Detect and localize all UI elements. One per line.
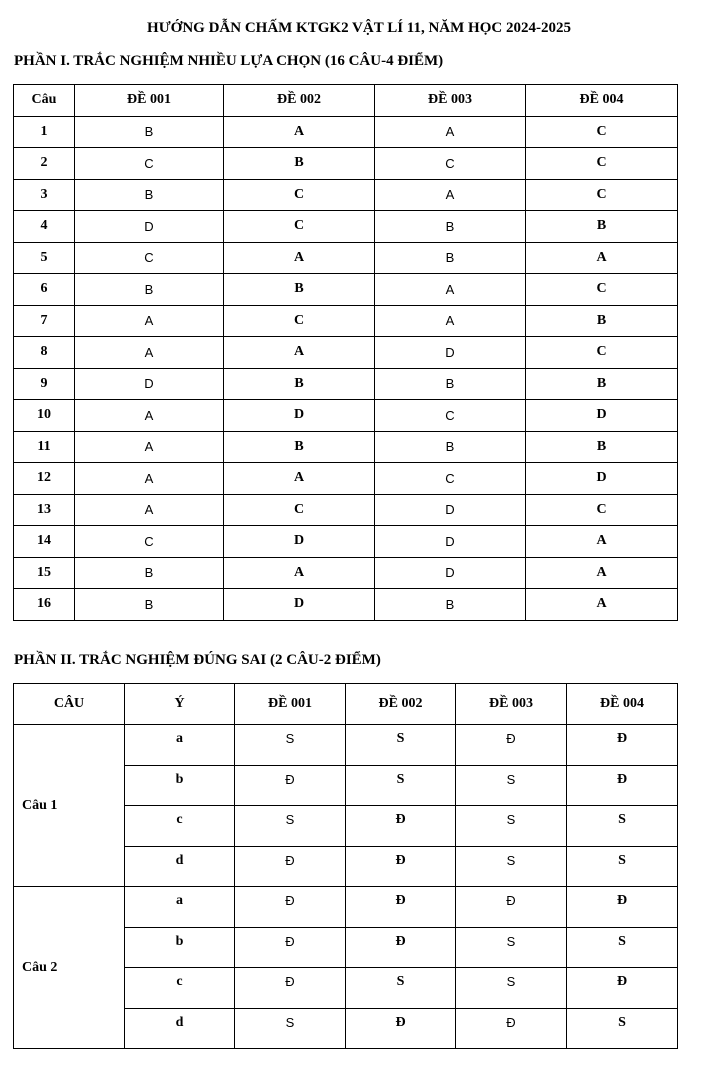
answer-cell: S — [567, 806, 678, 847]
table-row — [14, 337, 678, 369]
answer-cell: D — [375, 526, 526, 558]
answer-cell: D — [75, 211, 224, 243]
header-cau: CÂU — [14, 684, 125, 725]
answer-cell: S — [456, 968, 567, 1009]
answer-cell: Đ — [456, 725, 567, 766]
answer-cell: C — [75, 526, 224, 558]
answer-cell: B — [224, 274, 375, 306]
statement-letter: c — [125, 968, 235, 1009]
answer-cell: C — [526, 494, 678, 526]
answer-cell: A — [375, 179, 526, 211]
table-row — [14, 494, 678, 526]
answer-cell: C — [526, 179, 678, 211]
answer-cell: Đ — [567, 765, 678, 806]
statement-letter: b — [125, 765, 235, 806]
answer-cell: D — [526, 400, 678, 432]
statement-letter: d — [125, 1008, 235, 1049]
answer-cell: Đ — [235, 887, 346, 928]
answer-cell: Đ — [567, 725, 678, 766]
answer-cell: D — [75, 368, 224, 400]
header-de-004: ĐỀ 004 — [526, 85, 678, 117]
table-row — [14, 431, 678, 463]
question-number: 9 — [14, 368, 75, 400]
answer-cell: S — [235, 806, 346, 847]
answer-cell: D — [224, 526, 375, 558]
answer-cell: C — [526, 274, 678, 306]
statement-letter: d — [125, 846, 235, 887]
table-header-row — [14, 684, 678, 725]
answer-cell: Đ — [346, 887, 456, 928]
answer-cell: Đ — [235, 968, 346, 1009]
answer-cell: S — [456, 806, 567, 847]
table-row — [14, 526, 678, 558]
answer-cell: A — [375, 305, 526, 337]
answer-cell: A — [224, 557, 375, 589]
answer-cell: S — [456, 927, 567, 968]
table-row — [14, 242, 678, 274]
table-row — [14, 274, 678, 306]
answer-cell: D — [375, 337, 526, 369]
header-de-001: ĐỀ 001 — [75, 85, 224, 117]
question-number: 1 — [14, 116, 75, 148]
question-number: 4 — [14, 211, 75, 243]
answer-cell: S — [235, 1008, 346, 1049]
answer-cell: S — [567, 927, 678, 968]
header-de-003: ĐỀ 003 — [375, 85, 526, 117]
table-row — [14, 589, 678, 621]
question-number: 7 — [14, 305, 75, 337]
answer-cell: S — [346, 968, 456, 1009]
header-y: Ý — [125, 684, 235, 725]
question-number: 13 — [14, 494, 75, 526]
answer-cell: D — [375, 494, 526, 526]
answer-cell: C — [375, 148, 526, 180]
answer-cell: A — [224, 242, 375, 274]
table-row — [14, 725, 678, 766]
table-row — [14, 305, 678, 337]
table-row — [14, 463, 678, 495]
question-number: 10 — [14, 400, 75, 432]
answer-cell: B — [526, 305, 678, 337]
answer-cell: C — [526, 116, 678, 148]
header-cau: Câu — [14, 85, 75, 117]
question-number: 6 — [14, 274, 75, 306]
answer-cell: C — [75, 242, 224, 274]
answer-cell: S — [235, 725, 346, 766]
answer-cell: S — [346, 725, 456, 766]
answer-cell: C — [375, 400, 526, 432]
answer-cell: S — [456, 846, 567, 887]
header-de-002: ĐỀ 002 — [346, 684, 456, 725]
answer-cell: Đ — [567, 887, 678, 928]
answer-cell: Đ — [235, 846, 346, 887]
answer-cell: B — [375, 589, 526, 621]
answer-cell: A — [526, 242, 678, 274]
answer-cell: C — [75, 148, 224, 180]
answer-cell: Đ — [235, 765, 346, 806]
answer-cell: A — [75, 305, 224, 337]
answer-cell: B — [75, 274, 224, 306]
answer-cell: A — [375, 274, 526, 306]
part2-answer-table — [13, 683, 678, 1049]
answer-cell: B — [224, 148, 375, 180]
answer-cell: A — [75, 337, 224, 369]
answer-cell: S — [456, 765, 567, 806]
answer-cell: B — [224, 431, 375, 463]
table-header-row — [14, 85, 678, 117]
answer-cell: C — [224, 179, 375, 211]
answer-cell: A — [526, 557, 678, 589]
answer-cell: B — [375, 211, 526, 243]
table-row — [14, 116, 678, 148]
answer-cell: A — [224, 116, 375, 148]
answer-cell: A — [75, 494, 224, 526]
answer-cell: A — [526, 589, 678, 621]
answer-cell: S — [567, 1008, 678, 1049]
table-row — [14, 887, 678, 928]
answer-cell: A — [375, 116, 526, 148]
table-row — [14, 557, 678, 589]
answer-cell: B — [375, 431, 526, 463]
answer-cell: B — [526, 431, 678, 463]
answer-cell: Đ — [346, 927, 456, 968]
part2-heading: PHẦN II. TRẮC NGHIỆM ĐÚNG SAI (2 CÂU-2 ĐIỂM) — [14, 652, 381, 668]
question-number: 15 — [14, 557, 75, 589]
answer-cell: D — [224, 589, 375, 621]
answer-cell: A — [75, 400, 224, 432]
answer-cell: C — [224, 305, 375, 337]
header-de-002: ĐỀ 002 — [224, 85, 375, 117]
statement-letter: c — [125, 806, 235, 847]
answer-cell: S — [567, 846, 678, 887]
answer-cell: Đ — [235, 927, 346, 968]
answer-cell: D — [526, 463, 678, 495]
header-de-003: ĐỀ 003 — [456, 684, 567, 725]
statement-letter: a — [125, 887, 235, 928]
header-de-004: ĐỀ 004 — [567, 684, 678, 725]
statement-letter: b — [125, 927, 235, 968]
question-number: 2 — [14, 148, 75, 180]
answer-cell: A — [75, 463, 224, 495]
answer-cell: B — [75, 589, 224, 621]
answer-cell: B — [75, 179, 224, 211]
statement-letter: a — [125, 725, 235, 766]
answer-cell: Đ — [567, 968, 678, 1009]
answer-cell: B — [526, 211, 678, 243]
question-label: Câu 1 — [14, 725, 125, 887]
answer-cell: A — [75, 431, 224, 463]
question-number: 11 — [14, 431, 75, 463]
answer-cell: Đ — [346, 1008, 456, 1049]
question-number: 8 — [14, 337, 75, 369]
table-row — [14, 368, 678, 400]
question-number: 5 — [14, 242, 75, 274]
answer-cell: B — [375, 368, 526, 400]
part1-answer-table — [13, 84, 678, 621]
header-de-001: ĐỀ 001 — [235, 684, 346, 725]
answer-cell: Đ — [456, 887, 567, 928]
answer-cell: D — [224, 400, 375, 432]
answer-cell: Đ — [456, 1008, 567, 1049]
answer-cell: B — [224, 368, 375, 400]
answer-cell: C — [375, 463, 526, 495]
question-number: 3 — [14, 179, 75, 211]
question-number: 14 — [14, 526, 75, 558]
answer-cell: B — [75, 116, 224, 148]
answer-cell: Đ — [346, 806, 456, 847]
answer-cell: Đ — [346, 846, 456, 887]
table-row — [14, 211, 678, 243]
question-label: Câu 2 — [14, 887, 125, 1049]
table-row — [14, 148, 678, 180]
question-number: 16 — [14, 589, 75, 621]
table-row — [14, 179, 678, 211]
answer-cell: B — [75, 557, 224, 589]
question-number: 12 — [14, 463, 75, 495]
answer-cell: A — [526, 526, 678, 558]
answer-cell: A — [224, 337, 375, 369]
answer-cell: C — [224, 494, 375, 526]
answer-cell: C — [224, 211, 375, 243]
answer-cell: C — [526, 148, 678, 180]
answer-cell: S — [346, 765, 456, 806]
answer-cell: B — [526, 368, 678, 400]
document-title: HƯỚNG DẪN CHẤM KTGK2 VẬT LÍ 11, NĂM HỌC 2024-2025 — [147, 20, 571, 36]
answer-cell: B — [375, 242, 526, 274]
answer-cell: D — [375, 557, 526, 589]
part1-heading: PHẦN I. TRẮC NGHIỆM NHIỀU LỰA CHỌN (16 CÂU-4 ĐIỂM) — [14, 53, 444, 69]
answer-cell: C — [526, 337, 678, 369]
table-row — [14, 400, 678, 432]
answer-cell: A — [224, 463, 375, 495]
